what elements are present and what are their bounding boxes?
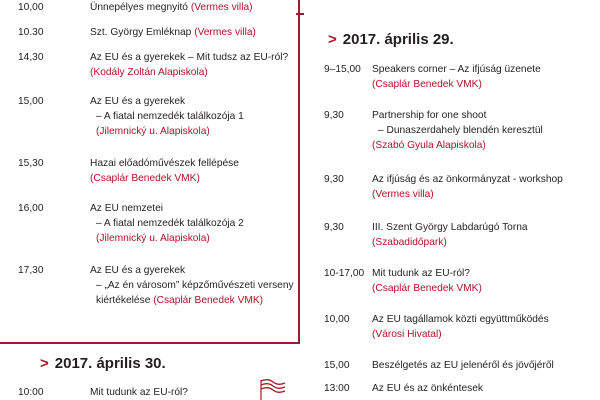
- entry-time: 9–15,00: [324, 64, 361, 75]
- entry-time: 9,30: [324, 174, 344, 185]
- entry-description: Az EU és a gyerekek – Mit tudsz az EU-ról? (Kodály Zoltán Alapiskola): [90, 50, 300, 80]
- entry-location: (Szabó Gyula Alapiskola): [372, 140, 486, 151]
- entry-description: Az ifjúság és az önkormányzat - workshop (Vermes villa): [372, 172, 596, 202]
- entry-location: (Szabadidőpark): [372, 237, 447, 248]
- date-heading: > 2017. április 30.: [40, 355, 166, 372]
- entry-time: 10:00: [18, 387, 44, 398]
- entry-description: Az EU és a gyerekek – „Az én városom” képzőművészeti verseny kiértékelése (Csaplár Benedek VMK): [90, 265, 294, 306]
- left-column: [0, 0, 298, 340]
- entry-description: Az EU és a gyerekek – A fiatal nemzedék találkozója 1 (Jilemnický u. Alapiskola): [90, 94, 300, 139]
- entry-location: (Városi Hivatal): [372, 329, 442, 340]
- entry-description: Szt. György Emléknap (Vermes villa): [90, 27, 256, 38]
- entry-time: 17,30: [18, 265, 44, 276]
- entry-time: 14,30: [18, 52, 44, 63]
- entry-location: (Jilemnický u. Alapiskola): [96, 233, 210, 244]
- flag-icon: [258, 378, 288, 400]
- entry-description: III. Szent György Labdarúgó Torna (Szabadidőpark): [372, 220, 596, 250]
- entry-location: (Csaplár Benedek VMK): [153, 295, 264, 306]
- entry-location: (Csaplár Benedek VMK): [372, 79, 482, 90]
- section-divider: [0, 342, 300, 344]
- entry-location: (Jilemnický u. Alapiskola): [96, 126, 210, 137]
- date-heading: > 2017. április 29.: [328, 31, 454, 48]
- entry-time: 15,00: [18, 96, 44, 107]
- entry-time: 13:00: [324, 383, 350, 394]
- entry-time: 10.30: [18, 27, 44, 38]
- entry-time: 16,00: [18, 203, 44, 214]
- entry-location: (Vermes villa): [194, 27, 256, 38]
- entry-description: Beszélgetés az EU jelenéről és jövőjéről: [372, 360, 554, 371]
- entry-description: Partnership for one shoot – Dunaszerdahely blendén keresztül (Szabó Gyula Alapiskola): [372, 108, 596, 153]
- entry-description: Mit tudunk az EU-ról?: [90, 387, 188, 398]
- entry-description: Mit tudunk az EU-ról? (Csaplár Benedek VMK): [372, 266, 596, 296]
- heading-arrow-icon: >: [40, 355, 49, 372]
- entry-location: (Vermes villa): [190, 2, 253, 13]
- heading-arrow-icon: >: [328, 31, 337, 48]
- entry-location: (Kodály Zoltán Alapiskola): [90, 67, 208, 78]
- entry-location: (Csaplár Benedek VMK): [372, 283, 482, 294]
- entry-description: Az EU tagállamok közti együttműködés (Városi Hivatal): [372, 312, 596, 342]
- entry-time: 10,00: [18, 2, 44, 13]
- entry-location: (Vermes villa): [372, 189, 434, 200]
- entry-description: Hazai előadóművészek fellépése (Csaplár Benedek VMK): [90, 156, 300, 186]
- entry-description: Az EU és az önkéntesek: [372, 383, 483, 394]
- entry-time: 9,30: [324, 110, 344, 121]
- right-column: [302, 0, 600, 400]
- entry-description: Speakers corner – Az ifjúság üzenete (Csaplár Benedek VMK): [372, 62, 596, 92]
- entry-time: 10,00: [324, 314, 350, 325]
- entry-location: (Csaplár Benedek VMK): [90, 173, 200, 184]
- entry-description: Az EU nemzetei – A fiatal nemzedék találkozója 2 (Jilemnický u. Alapiskola): [90, 201, 300, 246]
- entry-time: 15,30: [18, 158, 44, 169]
- entry-time: 15,00: [324, 360, 350, 371]
- entry-time: 9,30: [324, 222, 344, 233]
- entry-time: 10-17,00: [324, 268, 365, 279]
- entry-description: Ünnepélyes megnyitó (Vermes villa): [90, 2, 253, 13]
